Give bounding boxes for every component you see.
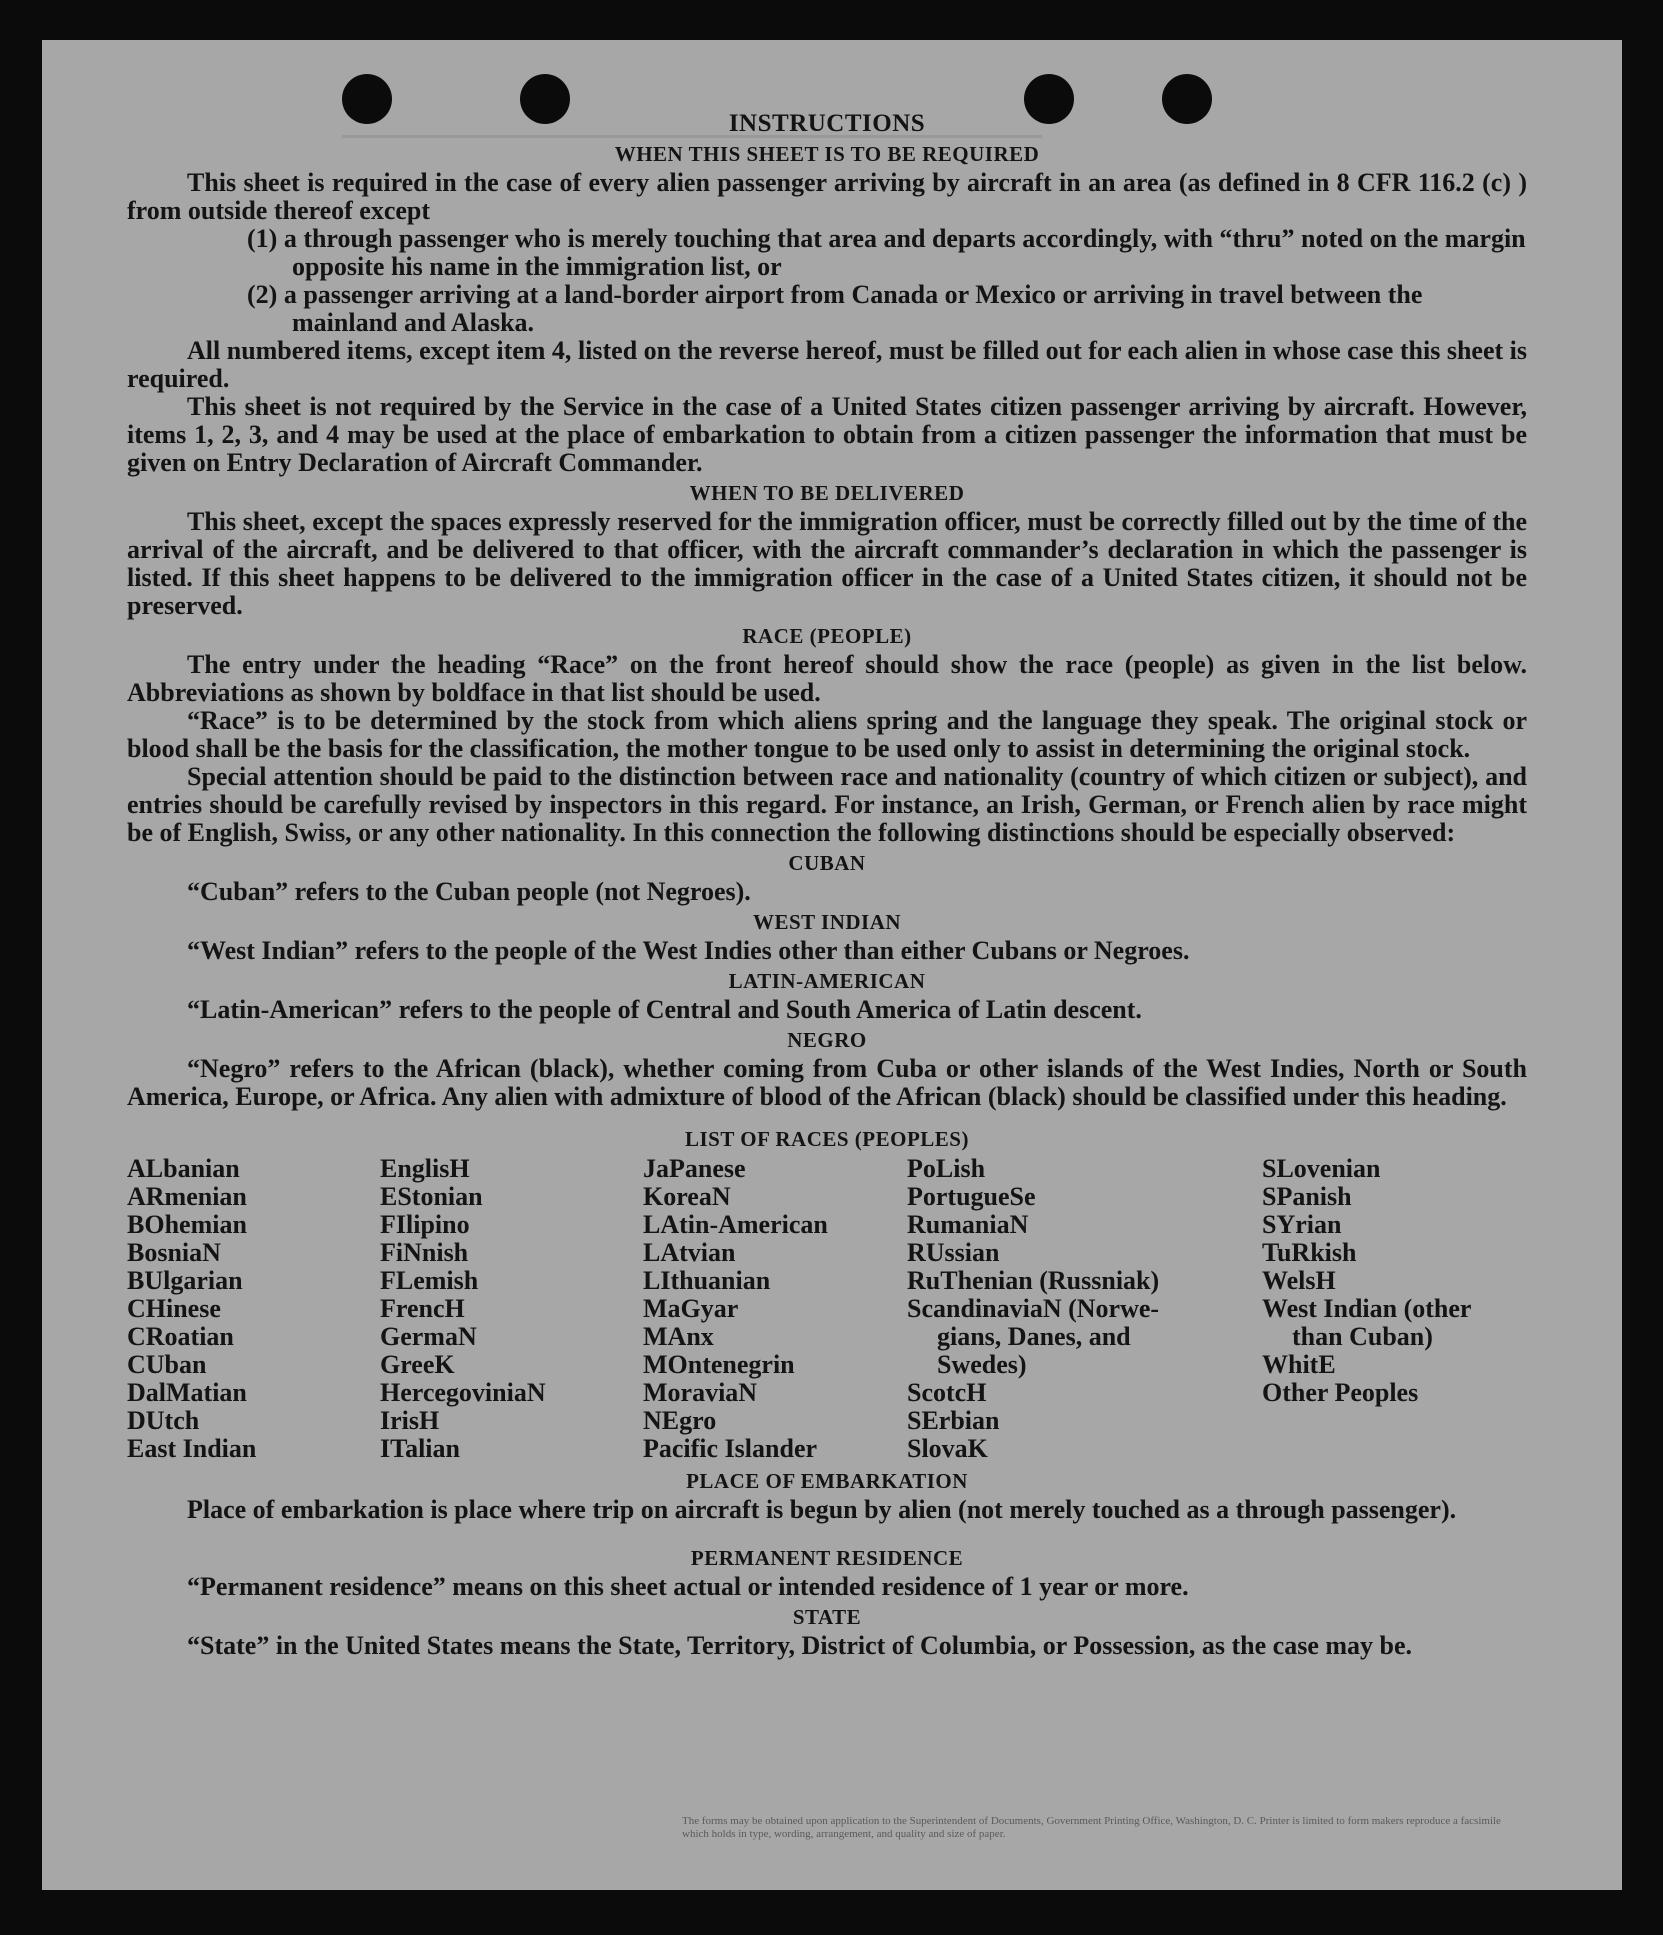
paragraph: This sheet is not required by the Service in the case of a United States citizen passenger arriving by aircraft. However, items 1, 2, 3, and 4 may be used at the place of embarkation to obtain from a citizen passenger the information that must be given on Entry Declaration of Aircraft Commander. <box>127 392 1527 477</box>
race-entry: FLemish <box>380 1266 479 1295</box>
race-entry: MoraviaN <box>643 1378 758 1407</box>
race-entry: ScotcH <box>907 1378 987 1407</box>
race-entry: FiNnish <box>380 1238 469 1267</box>
race-entry: LIthuanian <box>643 1266 771 1295</box>
race-entry: CUban <box>127 1350 207 1379</box>
race-entry: GreeK <box>380 1350 455 1379</box>
race-entry: JaPanese <box>643 1154 746 1183</box>
heading-list-of-races: LIST OF RACES (PEOPLES) <box>685 1127 969 1151</box>
race-entry: WhitE <box>1262 1350 1336 1379</box>
paragraph: “Negro” refers to the African (black), whether coming from Cuba or other islands of the West Indies, North or South America, Europe, or Africa. Any alien with admixture of blood of the African (black) should be classified under this heading. <box>127 1054 1527 1111</box>
race-entry: CHinese <box>127 1294 221 1323</box>
race-entry: PortugueSe <box>907 1182 1036 1211</box>
race-entry: KoreaN <box>643 1182 731 1211</box>
heading-negro: NEGRO <box>787 1028 867 1052</box>
race-entry: PoLish <box>907 1154 986 1183</box>
heading-race: RACE (PEOPLE) <box>742 624 912 648</box>
heading-latin-american: LATIN-AMERICAN <box>728 969 926 993</box>
race-entry: than Cuban) <box>1292 1322 1433 1351</box>
paragraph: This sheet, except the spaces expressly reserved for the immigration officer, must be correctly filled out by the time of the arrival of the aircraft, and be delivered to that officer, with the aircraft commander’s declaration in which the passenger is listed. If this sheet happens to be delivered to the immigration officer in the case of a United States citizen, it should not be preserved. <box>127 507 1527 620</box>
race-entry: GermaN <box>380 1322 477 1351</box>
race-entry: MAnx <box>643 1322 714 1351</box>
race-entry: SLovenian <box>1262 1154 1381 1183</box>
race-entry: FIlipino <box>380 1210 470 1239</box>
race-entry: ScandinaviaN (Norwe- <box>907 1294 1160 1323</box>
heading-state: STATE <box>792 1605 862 1629</box>
race-entry: EnglisH <box>380 1154 470 1183</box>
race-entry: DUtch <box>127 1406 200 1435</box>
exception-item-1: (1) a through passenger who is merely touching that area and departs accordingly, with “thru” noted on the margin opposite his name in the immigration list, or <box>247 224 1526 281</box>
race-entry: HercegoviniaN <box>380 1378 546 1407</box>
heading-west-indian: WEST INDIAN <box>752 910 902 934</box>
race-entry: MOntenegrin <box>643 1350 795 1379</box>
footer-note: The forms may be obtained upon application to the Superintendent of Documents, Government Printing Office, Washington, D. C. Printer is limited to form makers reproduce a facsimile which holds in type, wording, arrangement, and quality and size of paper. <box>682 1815 1501 1840</box>
race-entry: FrencH <box>380 1294 465 1323</box>
page-title: INSTRUCTIONS <box>728 110 926 137</box>
race-entry: RuThenian (Russniak) <box>907 1266 1160 1295</box>
paragraph: “Race” is to be determined by the stock from which aliens spring and the language they speak. The original stock or blood shall be the basis for the classification, the mother tongue to be used only to assist in determining the original stock. <box>127 706 1527 763</box>
race-entry: SlovaK <box>907 1434 988 1463</box>
document-sheet <box>42 40 1622 1890</box>
race-entry: NEgro <box>643 1406 717 1435</box>
race-column <box>907 1155 1262 1463</box>
heading-permanent-residence: PERMANENT RESIDENCE <box>690 1546 964 1570</box>
race-entry: ITalian <box>380 1434 460 1463</box>
race-list <box>127 1155 1527 1463</box>
instructions-body <box>127 110 1527 1660</box>
race-entry: RUssian <box>907 1238 1000 1267</box>
race-entry: WelsH <box>1262 1266 1336 1295</box>
race-entry: LAtin-American <box>643 1210 828 1239</box>
paragraph: All numbered items, except item 4, listed on the reverse hereof, must be filled out for each alien in whose case this sheet is required. <box>127 336 1527 393</box>
race-column <box>380 1155 643 1463</box>
paragraph: “Cuban” refers to the Cuban people (not Negroes). <box>187 877 751 906</box>
race-column <box>127 1155 380 1463</box>
race-entry: East Indian <box>127 1434 257 1463</box>
paragraph: “Permanent residence” means on this sheet actual or intended residence of 1 year or more. <box>187 1572 1189 1601</box>
race-entry: SYrian <box>1262 1210 1342 1239</box>
race-column <box>1262 1155 1527 1463</box>
heading-when-required: WHEN THIS SHEET IS TO BE REQUIRED <box>614 142 1040 166</box>
paragraph: “Latin-American” refers to the people of Central and South America of Latin descent. <box>187 995 1142 1024</box>
race-entry: BosniaN <box>127 1238 221 1267</box>
paragraph: Special attention should be paid to the distinction between race and nationality (country of which citizen or subject), and entries should be carefully revised by inspectors in this regard. For instance, an Irish, German, or French alien by race might be of English, Swiss, or any other nationality. In this connection the following distinctions should be especially observed: <box>127 762 1527 847</box>
race-entry: gians, Danes, and <box>937 1322 1131 1351</box>
race-entry: ALbanian <box>127 1154 240 1183</box>
race-entry: Other Peoples <box>1262 1378 1419 1407</box>
race-entry: CRoatian <box>127 1322 234 1351</box>
race-entry: SErbian <box>907 1406 1000 1435</box>
race-column <box>643 1155 907 1463</box>
race-entry: SPanish <box>1262 1182 1352 1211</box>
heading-embarkation: PLACE OF EMBARKATION <box>686 1469 968 1493</box>
heading-cuban: CUBAN <box>788 851 866 875</box>
paragraph: The entry under the heading “Race” on the front hereof should show the race (people) as given in the list below. Abbreviations as shown by boldface in that list should be used. <box>127 650 1527 707</box>
heading-when-delivered: WHEN TO BE DELIVERED <box>689 481 965 505</box>
race-entry: Pacific Islander <box>643 1434 818 1463</box>
race-entry: ARmenian <box>127 1182 247 1211</box>
race-entry: DalMatian <box>127 1378 247 1407</box>
paragraph: Place of embarkation is place where trip on aircraft is begun by alien (not merely touched as a through passenger). <box>187 1495 1457 1524</box>
race-entry: LAtvian <box>643 1238 736 1267</box>
race-entry: RumaniaN <box>907 1210 1029 1239</box>
race-entry: BOhemian <box>127 1210 247 1239</box>
paragraph: “West Indian” refers to the people of the West Indies other than either Cubans or Negroes. <box>187 936 1190 965</box>
exception-item-2: (2) a passenger arriving at a land-border airport from Canada or Mexico or arriving in travel between the mainland and Alaska. <box>247 280 1423 337</box>
race-entry: TuRkish <box>1262 1238 1357 1267</box>
race-entry: IrisH <box>380 1406 440 1435</box>
race-entry: MaGyar <box>643 1294 739 1323</box>
race-entry: EStonian <box>380 1182 483 1211</box>
race-entry: Swedes) <box>937 1350 1027 1379</box>
paragraph: This sheet is required in the case of every alien passenger arriving by aircraft in an area (as defined in 8 CFR 116.2 (c) ) from outside thereof except <box>127 168 1527 225</box>
race-entry: West Indian (other <box>1262 1294 1472 1323</box>
paragraph: “State” in the United States means the State, Territory, District of Columbia, or Possession, as the case may be. <box>187 1631 1413 1660</box>
race-entry: BUlgarian <box>127 1266 243 1295</box>
